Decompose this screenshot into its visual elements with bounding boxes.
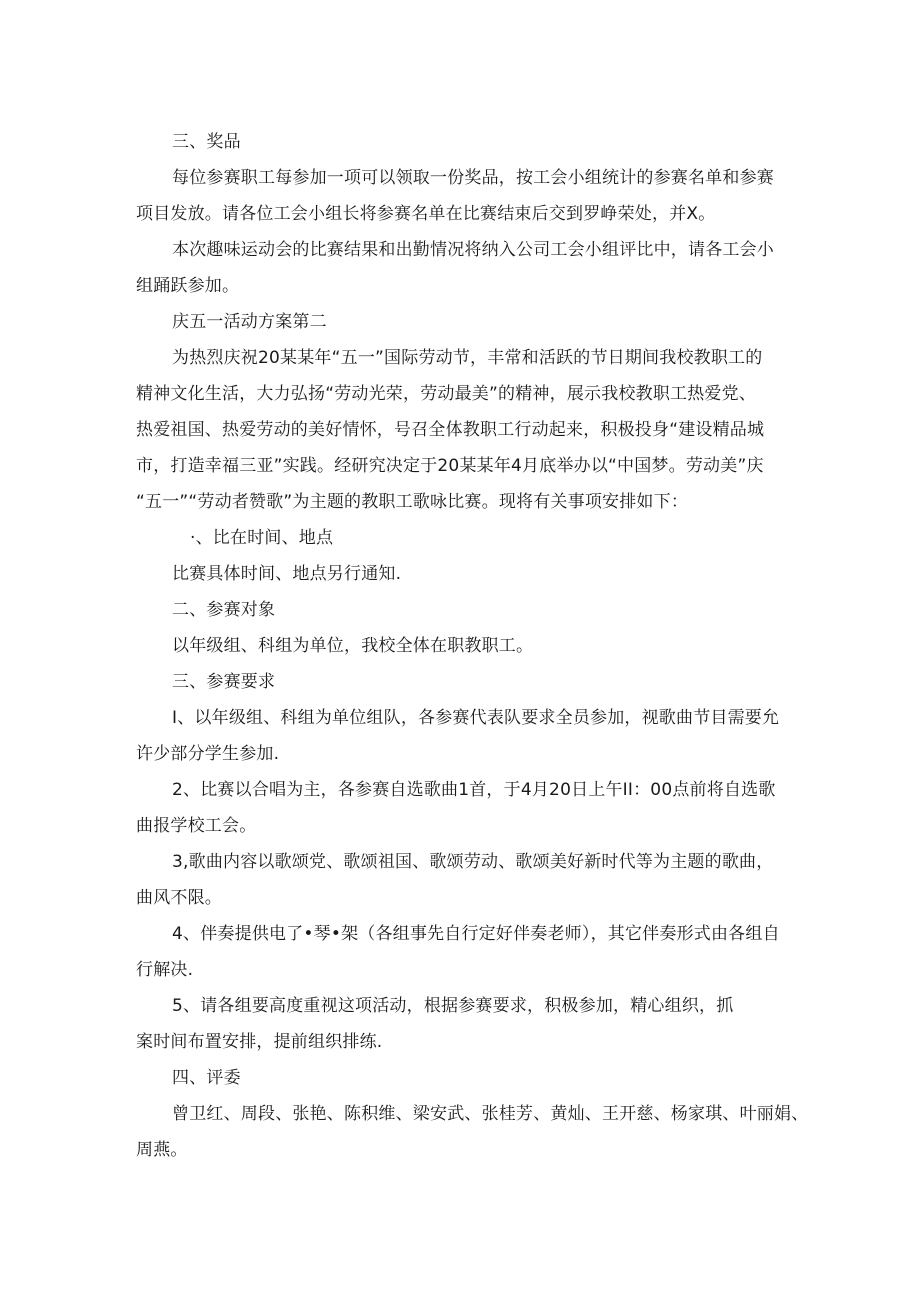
judges-list-continuation: 周燕。: [136, 1140, 188, 1160]
paragraph-line: 以年级组、科组为单位，我校全体在职教职工。: [172, 636, 534, 656]
list-item-continuation: 行解决.: [136, 960, 194, 980]
heading-participants: 二、参赛对象: [172, 600, 276, 620]
paragraph-line: 每位参赛职工每参加一项可以领取一份奖品，按工会小组统计的参赛名单和参赛: [172, 168, 774, 188]
heading-requirements: 三、参赛要求: [172, 672, 276, 692]
paragraph-line: 本次趣味运动会的比赛结果和出勤情况将纳入公司工会小组评比中，请各工会小: [172, 240, 774, 260]
heading-prizes: 三、奖品: [172, 132, 241, 152]
list-item: 4、伴奏提供电了•琴•架（各组事先自行定好伴奏老师），其它伴奏形式由各组自: [172, 924, 780, 944]
list-item: 5、请各组要高度重视这项活动，根据参赛要求，积极参加，精心组织，抓: [172, 996, 734, 1016]
heading-time-place: ·、比在时间、地点: [190, 528, 334, 548]
paragraph-line: 为热烈庆祝20某某年“五一”国际劳动节，丰常和活跃的节日期间我校教职工的: [172, 348, 763, 368]
section-title: 庆五一活动方案第二: [172, 312, 327, 332]
paragraph-line: 精神文化生活，大力弘扬“劳动光荣，劳动最美”的精神，展示我校教职工热爱党、: [136, 384, 757, 404]
paragraph-line: “五一”“劳动者赞歌”为主题的教职工歌咏比赛。现将有关事项安排如下：: [136, 492, 689, 512]
list-item: 2、比赛以合唱为主，各参赛自选歌曲1首，于4月20日上午II：00点前将自选歌: [172, 780, 776, 800]
heading-judges: 四、评委: [172, 1068, 241, 1088]
list-item-continuation: 曲报学校工会。: [136, 816, 257, 836]
paragraph-line: 组踊跃参加。: [136, 276, 240, 296]
paragraph-line: 比赛具体时间、地点另行通知.: [172, 564, 402, 584]
list-item-continuation: 曲风不限。: [136, 888, 222, 908]
judges-list: 曾卫红、周段、张艳、陈积维、梁安武、张桂芳、黄灿、王开慈、杨家琪、叶丽娟、: [172, 1104, 809, 1124]
list-item: I、以年级组、科组为单位组队，各参赛代表队要求全员参加，视歌曲节目需要允: [172, 708, 780, 728]
paragraph-line: 热爱祖国、热爱劳动的美好情怀，号召全体教职工行动起来，积极投身“建设精品城: [136, 420, 765, 440]
list-item: 3,歌曲内容以歌颂党、歌颂祖国、歌颂劳动、歌颂美好新时代等为主题的歌曲，: [172, 852, 774, 872]
list-item-continuation: 案时间布置安排，提前组织排练.: [136, 1032, 383, 1052]
paragraph-line: 市，打造幸福三亚”实践。经研究决定于20某某年4月底举办以“中国梦。劳动美”庆: [136, 456, 764, 476]
paragraph-line: 项目发放。请各位工会小组长将参赛名单在比赛结束后交到罗峥荣处，并X。: [136, 204, 716, 224]
list-item-continuation: 许少部分学生参加.: [136, 744, 280, 764]
